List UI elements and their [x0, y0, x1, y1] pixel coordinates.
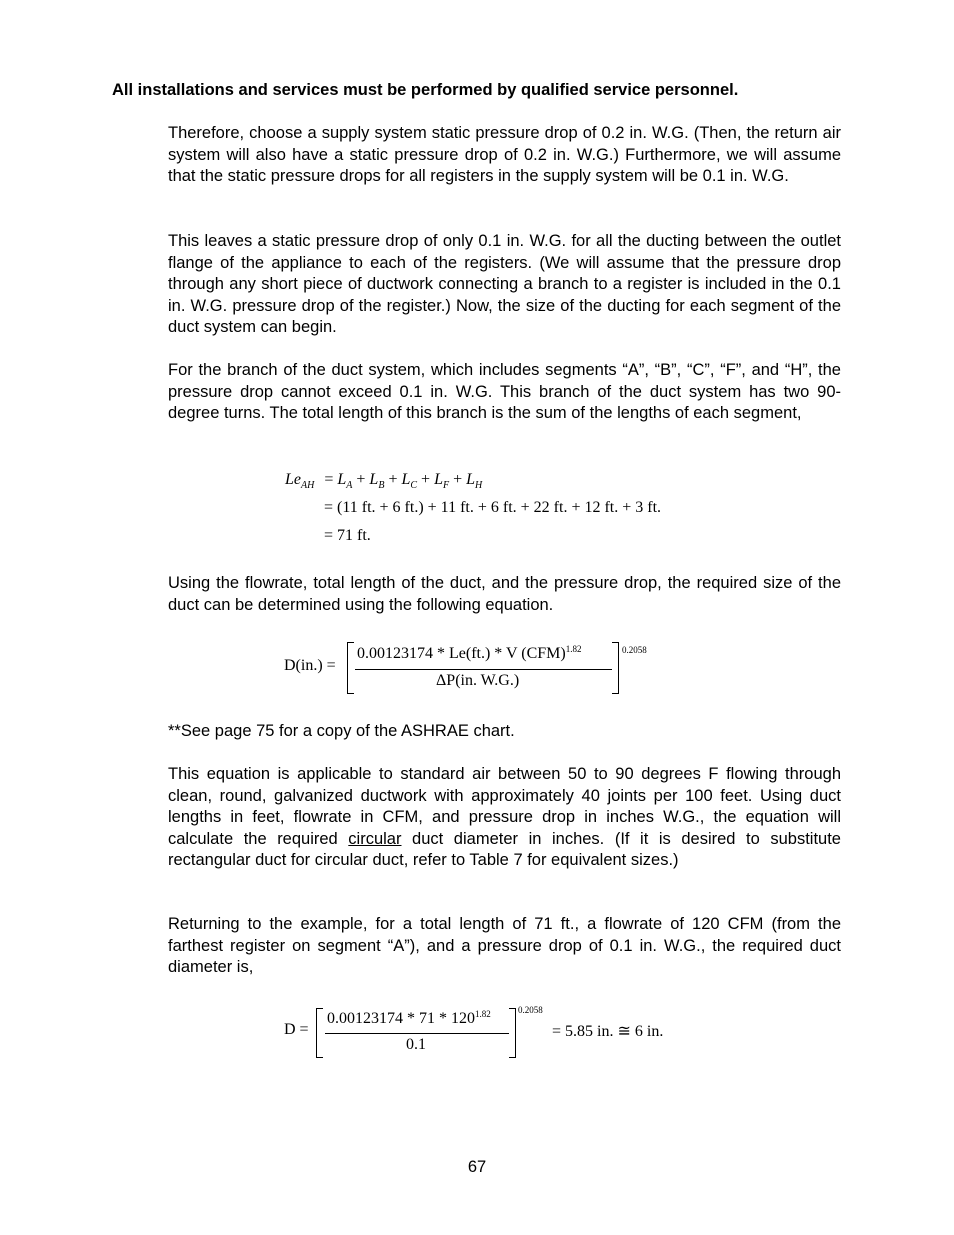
eq-term-sub: H: [475, 480, 483, 491]
paragraph-supply-pressure: Therefore, choose a supply system static pressure drop of 0.2 in. W.G. (Then, the return air system will also have a static pressure drop of 0.2 in. W.G.) Furthermore, we will assume that the static pressure drops for all registers in the supply system will be 0.1 in. W.G.: [168, 124, 841, 185]
eq-term: +: [384, 471, 402, 488]
paragraph-equation-applicability: [168, 764, 841, 872]
equation-line-3: = 71 ft.: [324, 527, 371, 544]
eq2-lhs: D(in.) =: [284, 657, 336, 674]
equation-line-1: [285, 471, 482, 489]
paragraph-ashrae-note: **See page 75 for a copy of the ASHRAE chart.: [168, 722, 515, 740]
safety-header: All installations and services must be performed by qualified service personnel.: [112, 81, 739, 99]
eq3-numerator-text: 0.00123174 * 71 * 120: [327, 1010, 475, 1027]
eq-term: +: [417, 471, 435, 488]
eq-term-sub: B: [378, 480, 385, 491]
eq-term: =: [324, 471, 338, 488]
eq2-numerator-text: 0.00123174 * Le(ft.) * V (CFM): [357, 645, 566, 662]
eq-term: L: [337, 471, 347, 488]
eq-term: L: [466, 471, 476, 488]
eq-term: L: [434, 471, 443, 488]
paragraph-branch: For the branch of the duct system, which includes segments “A”, “B”, “C”, “F”, and “H”, the pressure drop cannot exceed 0.1 in. W.G. This branch of the duct system has two 90-degree turns. The total length of this branch is the sum of the lengths of each segment,: [168, 361, 841, 422]
fraction-bar: [355, 669, 612, 670]
eq3-exponent: 0.2058: [518, 1005, 543, 1015]
eq3-numerator-exp: 1.82: [475, 1009, 491, 1019]
eq-lhs-sub: AH: [301, 480, 315, 491]
eq3-numerator: [327, 1010, 491, 1028]
right-bracket: [612, 642, 619, 694]
page-number: 67: [467, 1158, 487, 1176]
eq2-numerator: [357, 645, 581, 663]
eq3-denominator: 0.1: [406, 1036, 426, 1053]
underlined-circular: circular: [348, 829, 402, 848]
equation-line-2: = (11 ft. + 6 ft.) + 11 ft. + 6 ft. + 22 ft. + 12 ft. + 3 ft.: [324, 499, 662, 516]
eq-lhs: Le: [285, 471, 301, 488]
eq3-lhs: D =: [284, 1021, 309, 1038]
eq-term-sub: F: [442, 480, 450, 491]
eq-term: L: [401, 471, 411, 488]
paragraph-flowrate: Using the flowrate, total length of the duct, and the pressure drop, the required size of the duct can be determined using the following equation.: [168, 574, 841, 614]
eq-rhs: [324, 471, 483, 491]
eq-term: +: [449, 471, 467, 488]
applicability-text: This equation is applicable to standard air between 50 to 90 degrees F flowing through clean, round, galvanized ductwork with approximately 40 joints per 100 feet. Using duct lengths in feet, flowrate in CFM, and pressure drop in inches W.G., the equation will calculate the required: [168, 765, 841, 848]
eq2-numerator-exp: 1.82: [565, 644, 582, 654]
eq3-result: = 5.85 in. ≅ 6 in.: [552, 1023, 664, 1040]
eq-term: L: [369, 471, 379, 488]
eq2-exponent: 0.2058: [622, 645, 647, 655]
left-bracket: [347, 642, 354, 694]
right-bracket: [509, 1008, 516, 1058]
paragraph-ducting-drop: This leaves a static pressure drop of only 0.1 in. W.G. for all the ducting between the outlet flange of the appliance to each of the registers. (We will assume that the pressure drop through any short piece of ductwork connecting a branch to a register is included in the 0.1 in. W.G. pressure drop of the register.) Now, the size of the ducting for each segment of the duct system can begin.: [168, 232, 841, 336]
eq-term-sub: A: [346, 480, 353, 491]
eq-term-sub: C: [410, 480, 418, 491]
paragraph-example: Returning to the example, for a total length of 71 ft., a flowrate of 120 CFM (from the farthest register on segment “A”), and a pressure drop of 0.1 in. W.G., the required duct diameter is,: [168, 915, 841, 976]
left-bracket: [316, 1008, 323, 1058]
eq-term: +: [352, 471, 370, 488]
applicability-text-end: duct diameter in inches. (If it is desired to substitute rectangular duct for circular duct, refer to Table 7 for equivalent sizes.): [168, 829, 841, 869]
fraction-bar: [325, 1033, 509, 1034]
eq2-denominator: ΔP(in. W.G.): [436, 672, 520, 689]
